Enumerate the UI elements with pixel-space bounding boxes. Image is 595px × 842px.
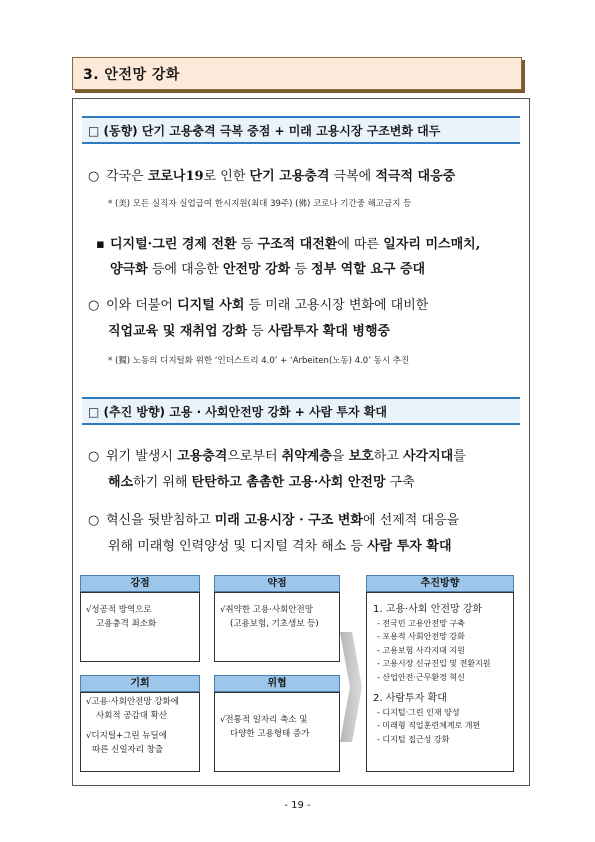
circle-bullet-icon: ○ xyxy=(88,449,100,464)
direction-bullet-2: ○ 혁신을 뒷받침하고 미래 고용시장 · 구조 변화에 선제적 대응을 xyxy=(88,513,460,528)
direction-bullet-1: ○ 위기 발생시 고용충격으로부터 취약계층을 보호하고 사각지대를 xyxy=(88,449,466,464)
weakness-header: 약점 xyxy=(214,575,340,592)
trend-heading-text: □ (동향) 단기 고용충격 극복 중점 + 미래 고용시장 구조변화 대두 xyxy=(88,123,441,138)
square-bullet-icon: ▪ xyxy=(96,237,105,252)
threat-header: 위협 xyxy=(214,675,340,692)
trend-bullet-2: ▪ 디지털·그린 경제 전환 등 구조적 대전환에 따른 일자리 미스매치, xyxy=(96,237,481,252)
trend-bullet-1: ○ 각국은 코로나19로 인한 단기 고용충격 극복에 적극적 대응중 xyxy=(88,169,456,184)
circle-bullet-icon: ○ xyxy=(88,513,100,528)
direction-bullet-1-cont: 해소하기 위해 탄탄하고 촘촘한 고용·사회 안전망 구축 xyxy=(108,475,415,490)
weakness-box: √취약한 고용·사회안전망 (고용보험, 기초생보 등) xyxy=(214,592,340,662)
threat-box: √전통적 일자리 축소 및 다양한 고용형태 증가 xyxy=(214,692,340,772)
direction-heading xyxy=(82,397,520,425)
section-title: 3. 안전망 강화 xyxy=(72,57,522,90)
trend-heading xyxy=(82,116,520,144)
plan-header: 추진방향 xyxy=(366,575,514,592)
strength-header: 강점 xyxy=(80,575,200,592)
strength-box: √성공적 방역으로 고용충격 최소화 xyxy=(80,592,200,662)
page-number: - 19 - xyxy=(284,800,311,811)
opportunity-header: 기회 xyxy=(80,675,200,692)
trend-note-2: * (獨) 노동의 디지털화 위한 ‘인더스트리 4.0’ + ‘Arbeiten(노동) 4.0’ 동시 추진 xyxy=(108,356,410,366)
trend-note-1: * (美) 모든 실직자 실업급여 한시지원(최대 39주) (佛) 코로나 기간중 해고금지 등 xyxy=(108,199,412,209)
trend-bullet-3-cont: 직업교육 및 재취업 강화 등 사람투자 확대 병행중 xyxy=(108,324,391,339)
plan-box: 1. 고용·사회 안전망 강화 - 전국민 고용안전망 구축 - 포용적 사회안전망 강화 - 고용보험 사각지대 지원 - 고용시장 신규진입 및 전환지원 - 산업안전·근무환경 혁신 2. 사람투자 확대 - 디지털·그린 인재 양성 - 미래형 직업훈련체계로 개편 - 디지털 접근성 강화 xyxy=(366,592,514,772)
trend-bullet-3: ○ 이와 더불어 디지털 사회 등 미래 고용시장 변화에 대비한 xyxy=(88,298,429,313)
circle-bullet-icon: ○ xyxy=(88,169,100,184)
direction-bullet-2-cont: 위해 미래형 인력양성 및 디지털 격차 해소 등 사람 투자 확대 xyxy=(108,539,452,554)
circle-bullet-icon: ○ xyxy=(88,298,100,313)
direction-heading-text: □ (추진 방향) 고용 · 사회안전망 강화 + 사람 투자 확대 xyxy=(88,404,387,419)
opportunity-box: √고용·사회안전망 강화에 사회적 공감대 확산 √디지털+그린 뉴딜에 따른 신일자리 창출 xyxy=(80,692,200,772)
trend-bullet-2-cont: 양극화 등에 대응한 안전망 강화 등 정부 역할 요구 증대 xyxy=(110,262,426,277)
